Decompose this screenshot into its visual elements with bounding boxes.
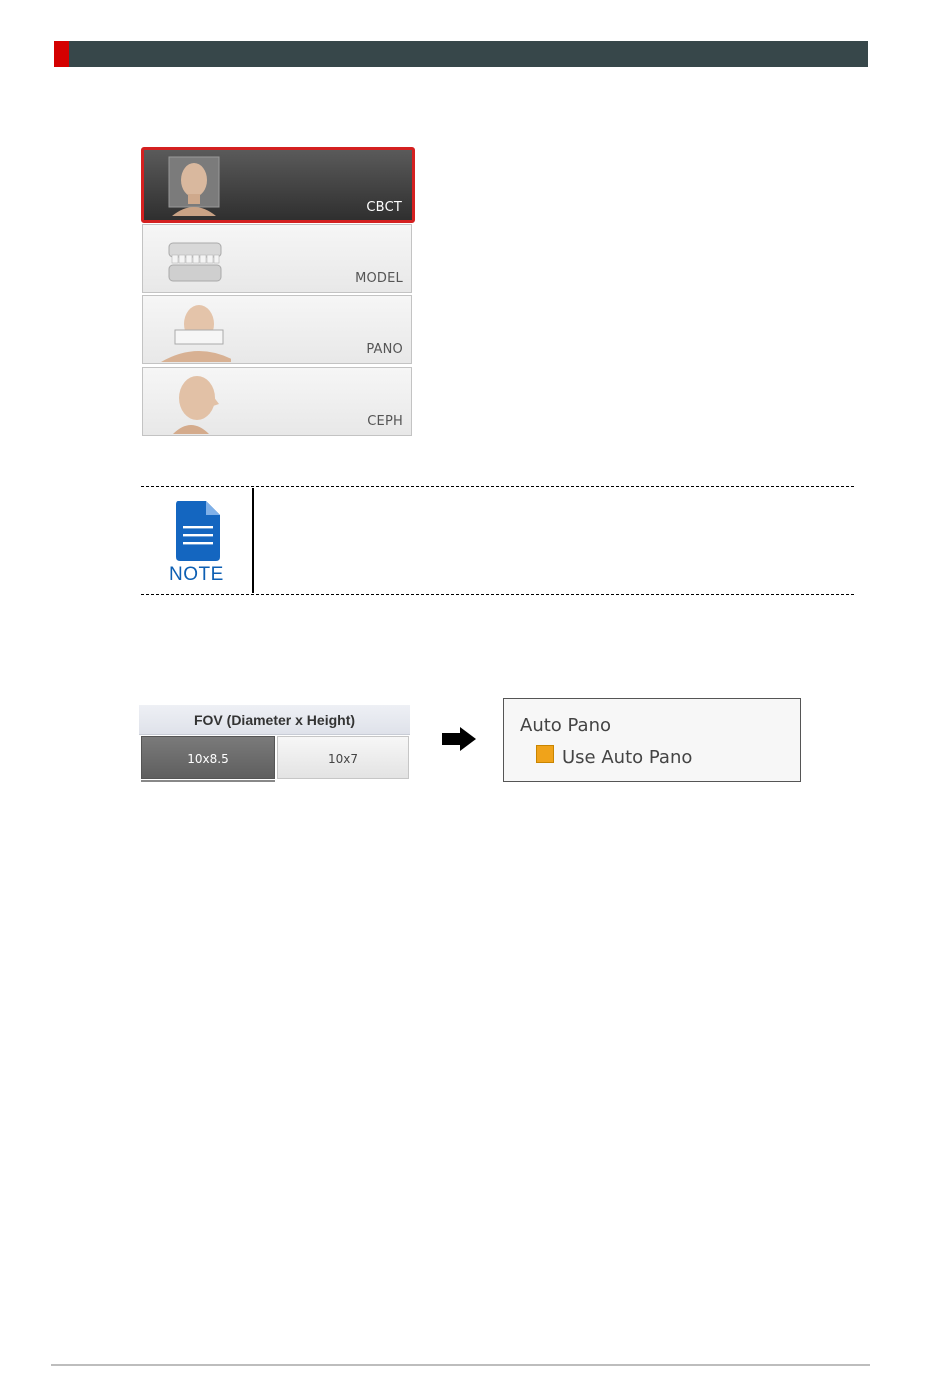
header-band [54,41,868,67]
head-profile-icon [161,372,231,434]
auto-pano-title: Auto Pano [520,715,612,736]
note-document-icon [174,499,222,563]
fov-divider [141,780,275,782]
fov-option-button[interactable]: 10x7 [277,736,409,779]
note-label: NOTE [169,564,224,585]
mode-label: CBCT [366,200,402,215]
mode-menu [141,147,415,440]
fov-header: FOV (Diameter x Height) [139,705,410,735]
head-front-icon [166,154,236,216]
dental-model-icon [161,229,231,291]
mode-label: CEPH [367,414,403,429]
arrow-right-icon [442,727,476,751]
footer-rule [51,1364,870,1366]
note-box [141,486,854,595]
mode-label: MODEL [355,271,403,286]
mode-label: PANO [366,342,403,357]
mode-item-cbct[interactable] [141,147,415,223]
mode-item-ceph[interactable] [142,367,412,436]
use-auto-pano-checkbox[interactable] [536,745,554,763]
note-divider [252,488,254,593]
mode-item-model[interactable] [142,224,412,293]
head-front-icon [161,300,231,362]
auto-pano-panel [503,698,801,782]
fov-panel [139,705,410,782]
fov-option-button[interactable]: 10x8.5 [141,736,275,779]
use-auto-pano-label[interactable]: Use Auto Pano [562,747,693,768]
header-accent [54,41,69,67]
mode-item-pano[interactable] [142,295,412,364]
